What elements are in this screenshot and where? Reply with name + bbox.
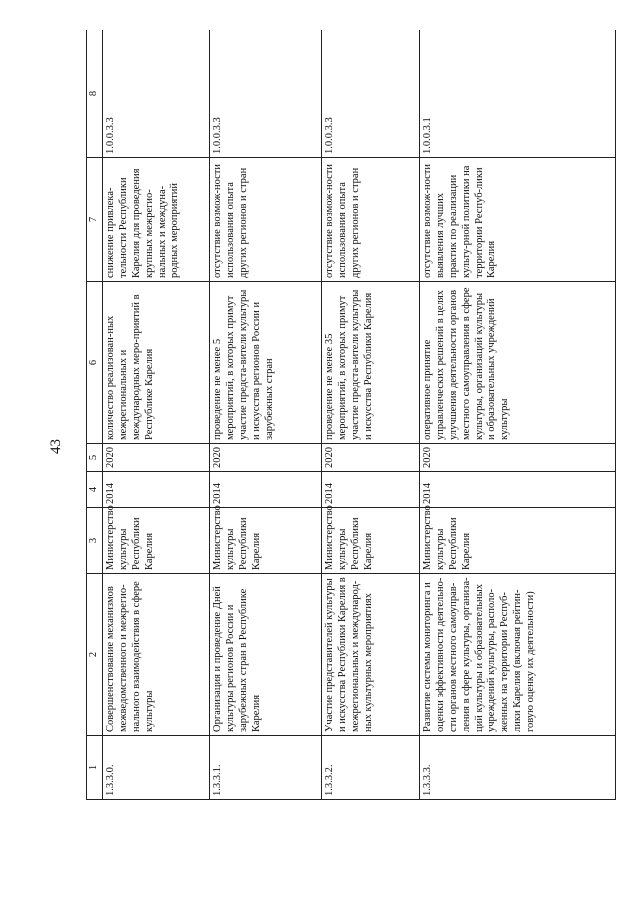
table-row bbox=[321, 30, 419, 800]
expected-result: количество реализован-ных межрегиональных и международных меро-приятий в Республике Карелия bbox=[102, 282, 209, 444]
end-year: 2020 bbox=[321, 444, 419, 472]
activity-name: Совершенствование механизмов межведомственного и межрегио-нального взаимодействия в сфере культуры bbox=[102, 574, 209, 736]
activity-number: 1.3.3.3. bbox=[419, 736, 615, 800]
expected-result: проведение не менее 5 мероприятий, в которых примут участие предста-вители культуры и искусства регионов России и зарубежных стран bbox=[209, 282, 321, 444]
col-header-3: 3 bbox=[87, 508, 103, 574]
activity-number: 1.3.3.2. bbox=[321, 736, 419, 800]
col-header-1: 1 bbox=[87, 736, 103, 800]
expected-result: оперативное принятие управленческих решений в целях улучшения деятельности органов местного самоуправления в сфере культуры, организаций культуры и образовательных учреждений культуры bbox=[419, 282, 615, 444]
end-year: 2020 bbox=[419, 444, 615, 472]
header-row bbox=[87, 30, 103, 800]
indicator-code: 1.0.0.3.3 bbox=[209, 30, 321, 158]
start-year: 2014 bbox=[209, 472, 321, 508]
risk-consequence: отсутствие возмож-ности использования опыта других регионов и стран bbox=[209, 158, 321, 282]
activity-executor: Министерство культуры Республики Карелия bbox=[321, 508, 419, 574]
col-header-8: 8 bbox=[87, 30, 103, 158]
start-year: 2014 bbox=[419, 472, 615, 508]
activity-name: Участие представителей культуры и искусства Республики Карелия в межрегиональных и международ-ных культурных мероприятиях bbox=[321, 574, 419, 736]
activity-name: Организация и проведение Дней культуры регионов России и зарубежных стран в Республике Карелия bbox=[209, 574, 321, 736]
table-row bbox=[102, 30, 209, 800]
indicator-code: 1.0.0.3.3 bbox=[321, 30, 419, 158]
indicator-code: 1.0.0.3.3 bbox=[102, 30, 209, 158]
end-year: 2020 bbox=[102, 444, 209, 472]
start-year: 2014 bbox=[321, 472, 419, 508]
start-year: 2014 bbox=[102, 472, 209, 508]
expected-result: проведение не менее 35 мероприятий, в которых примут участие предста-вители культуры и искусства Республики Карелия bbox=[321, 282, 419, 444]
activity-executor: Министерство культуры Республики Карелия bbox=[102, 508, 209, 574]
program-activities-table bbox=[86, 30, 616, 800]
indicator-code: 1.0.0.3.1 bbox=[419, 30, 615, 158]
table-row bbox=[419, 30, 615, 800]
risk-consequence: отсутствие возмож-ности выявления лучших практик по реализации культу-рной политики на территории Респуб-лики Карелия bbox=[419, 158, 615, 282]
risk-consequence: снижение привлека-тельности Республики Карелия для проведения крупных межрегио-нальных и междуна-родных мероприятий bbox=[102, 158, 209, 282]
col-header-7: 7 bbox=[87, 158, 103, 282]
table-row bbox=[209, 30, 321, 800]
risk-consequence: отсутствие возмож-ности использования опыта других регионов и стран bbox=[321, 158, 419, 282]
col-header-5: 5 bbox=[87, 444, 103, 472]
end-year: 2020 bbox=[209, 444, 321, 472]
col-header-4: 4 bbox=[87, 472, 103, 508]
activity-name: Развитие системы мониторинга и оценки эффективности деятельно-сти органов местного самоуправ-ления в сфере культуры, организа-ций культуры и образовательных учреждений культуры, располо-женных на территории Респуб-лики Карелия (включая рейтин-говую оценку их деятельности) bbox=[419, 574, 615, 736]
activity-number: 1.3.3.1. bbox=[209, 736, 321, 800]
activity-executor: Министерство культуры Республики Карелия bbox=[419, 508, 615, 574]
col-header-2: 2 bbox=[87, 574, 103, 736]
page-number: 43 bbox=[48, 439, 64, 454]
activity-number: 1.3.3.0. bbox=[102, 736, 209, 800]
col-header-6: 6 bbox=[87, 282, 103, 444]
rotated-table-frame bbox=[86, 30, 616, 800]
activity-executor: Министерство культуры Республики Карелия bbox=[209, 508, 321, 574]
